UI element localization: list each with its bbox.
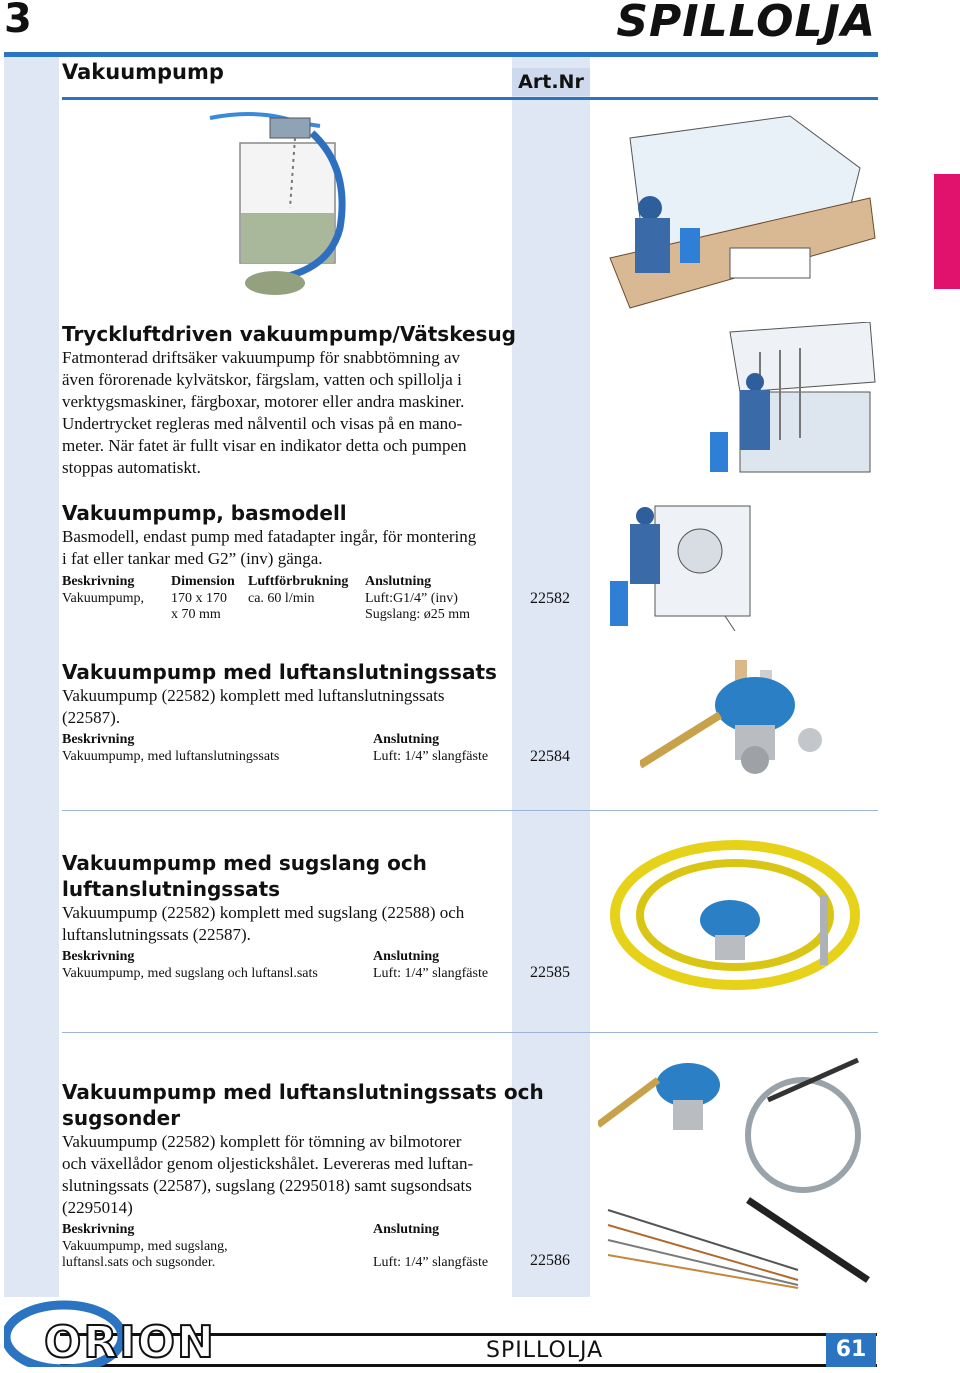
orion-logo (4, 1297, 259, 1367)
intro-title: Tryckluftdriven vakuumpump/Vätskesug (62, 322, 516, 346)
desc-line: och växellådor genom oljestickshålet. Levereras med luftan- (62, 1154, 474, 1173)
product-title: Vakuumpump med sugslang och (62, 851, 427, 875)
value-anslutning: Sugslang: ø25 mm (365, 607, 471, 622)
intro-line: stoppas automatiskt. (62, 458, 201, 477)
pump-drum-illustration (200, 108, 360, 313)
label-beskrivning: Beskrivning (62, 949, 135, 964)
label-anslutning: Anslutning (373, 1222, 440, 1237)
value-anslutning: Luft:G1/4” (inv) (365, 591, 458, 606)
label-dimension: Dimension (171, 574, 235, 589)
product-title: Vakuumpump, basmodell (62, 501, 347, 525)
desc-line: Vakuumpump (22582) komplett för tömning av bilmotorer (62, 1132, 462, 1151)
label-anslutning: Anslutning (373, 732, 440, 747)
value-beskrivning: Vakuumpump, med sugslang, (62, 1239, 228, 1254)
value-anslutning: Luft: 1/4” slangfäste (373, 1255, 489, 1270)
value-beskrivning: Vakuumpump, (62, 591, 145, 606)
intro-line: även förorenade kylvätskor, färgslam, vatten och spillolja i (62, 370, 462, 389)
value-beskrivning: Vakuumpump, med sugslang och luftansl.sats (62, 966, 318, 981)
section-title: Vakuumpump (62, 60, 224, 84)
label-anslutning: Anslutning (373, 949, 440, 964)
value-anslutning: Luft: 1/4” slangfäste (373, 749, 489, 764)
pump-with-suction-hose-photo (605, 835, 870, 1000)
product-title: sugsonder (62, 1106, 181, 1130)
intro-line: meter. När fatet är fullt visar en indikator detta och pumpen (62, 436, 467, 455)
desc-line: i fat eller tankar med G2” (inv) gänga. (62, 549, 323, 568)
label-beskrivning: Beskrivning (62, 732, 135, 747)
header-rule (4, 52, 878, 57)
footer-title: SPILLOLJA (486, 1338, 604, 1363)
product-title: luftanslutningssats (62, 877, 281, 901)
desc-line: Vakuumpump (22582) komplett med luftanslutningssats (62, 686, 445, 705)
left-margin-band (4, 57, 59, 1297)
desc-line: (22587). (62, 708, 121, 727)
intro-line: verktygsmaskiner, färgboxar, motorer eller andra maskiner. (62, 392, 465, 411)
intro-description (62, 347, 512, 479)
section-divider (62, 1032, 878, 1033)
art-number-column (512, 57, 590, 1297)
desc-line: slutningssats (22587), sugslang (2295018) samt sugsondsats (62, 1176, 472, 1195)
art-nr-header: Art.Nr (512, 68, 590, 96)
product-title: Vakuumpump med luftanslutningssats och (62, 1080, 544, 1104)
chapter-tab (934, 174, 960, 289)
value-beskrivning: Vakuumpump, med luftanslutningssats (62, 749, 280, 764)
intro-line: Undertrycket regleras med nålventil och visas på en mano- (62, 414, 463, 433)
spray-booth-illustration (700, 322, 880, 492)
label-beskrivning: Beskrivning (62, 574, 135, 589)
art-number: 22584 (530, 748, 570, 765)
desc-line: Basmodell, endast pump med fatadapter ingår, för montering (62, 527, 477, 546)
label-anslutning: Anslutning (365, 574, 432, 589)
value-dimension: 170 x 170 (171, 591, 227, 606)
art-number: 22586 (530, 1252, 570, 1269)
product-description (62, 526, 512, 570)
pump-with-probes-photo (598, 1040, 878, 1290)
art-number: 22582 (530, 590, 570, 607)
product-title: Vakuumpump med luftanslutningssats (62, 660, 497, 684)
page-number: 61 (826, 1333, 876, 1367)
art-number: 22585 (530, 964, 570, 981)
logo-text: ORION (44, 1317, 216, 1367)
chapter-number: 3 (4, 0, 32, 42)
desc-line: (2295014) (62, 1198, 133, 1217)
product-description (62, 1131, 512, 1219)
machine-tool-illustration (595, 496, 755, 646)
value-luftforbrukning: ca. 60 l/min (248, 591, 315, 606)
intro-line: Fatmonterad driftsäker vakuumpump för snabbtömning av (62, 348, 460, 367)
section-rule (62, 97, 878, 100)
value-beskrivning: luftansl.sats och sugsonder. (62, 1255, 216, 1270)
orion-logo-mark (4, 1297, 259, 1367)
value-dimension: x 70 mm (171, 607, 221, 622)
value-anslutning: Luft: 1/4” slangfäste (373, 966, 489, 981)
product-description (62, 902, 512, 946)
brand-title: SPILLOLJA (616, 0, 876, 47)
label-luftforbrukning: Luftförbrukning (248, 574, 349, 589)
label-beskrivning: Beskrivning (62, 1222, 135, 1237)
desc-line: Vakuumpump (22582) komplett med sugslang (22588) och (62, 903, 465, 922)
boat-workshop-illustration (590, 108, 880, 313)
pump-with-air-kit-photo (640, 655, 840, 790)
product-description (62, 685, 512, 729)
section-divider (62, 810, 878, 811)
desc-line: luftanslutningssats (22587). (62, 925, 251, 944)
